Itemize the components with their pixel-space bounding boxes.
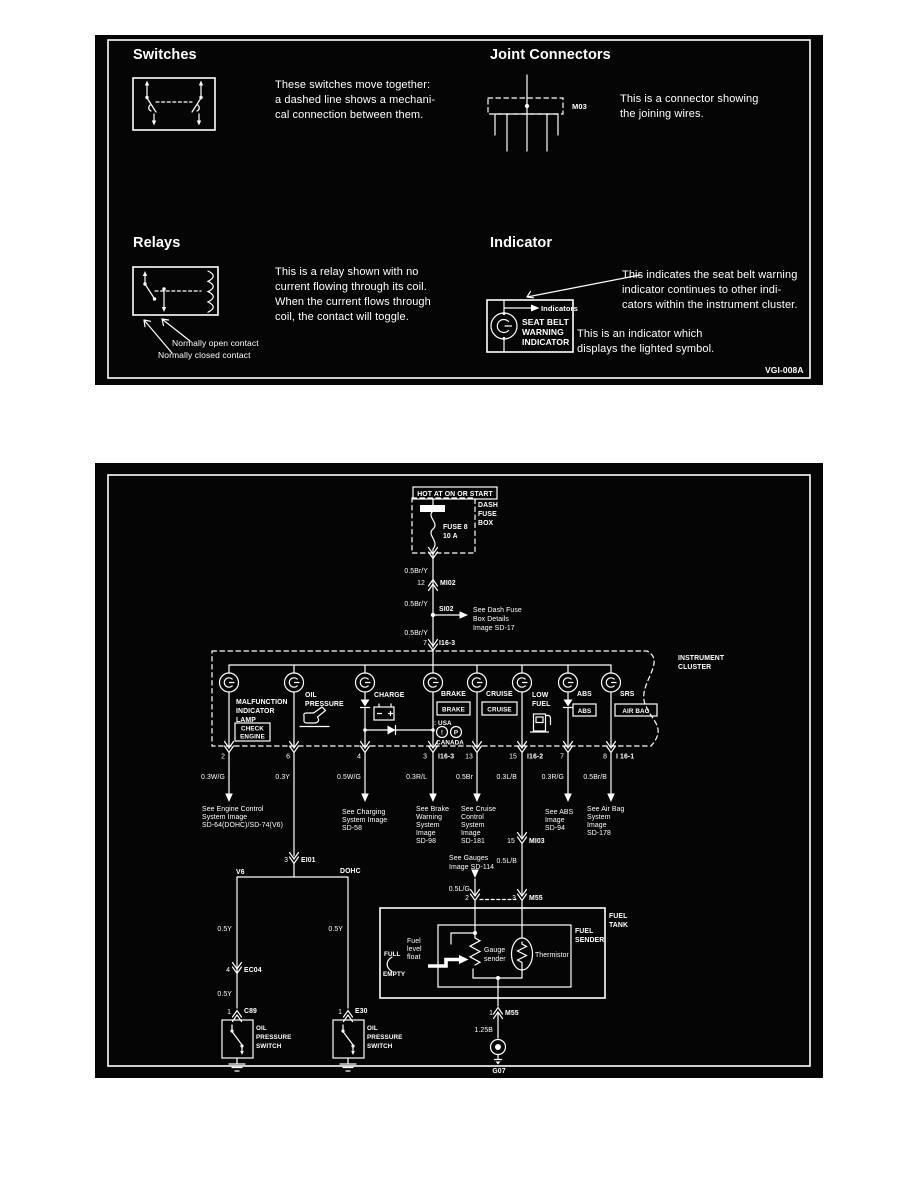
wire-color-label: 0.5L/B xyxy=(496,858,517,865)
relays-desc-line: This is a relay shown with no xyxy=(275,266,419,278)
joint-connector-symbol-icon xyxy=(488,75,563,151)
pin-number: 1 xyxy=(227,1009,231,1016)
component-label: SWITCH xyxy=(256,1043,282,1050)
connector-name: MI02 xyxy=(440,580,456,587)
fuse-box-label: DASH xyxy=(478,502,498,509)
relays-desc-line: When the current flows through xyxy=(275,296,431,308)
indicator-desc2-line: This is an indicator which xyxy=(577,328,703,340)
ref-text: Warning xyxy=(416,814,443,821)
wire-color-label: 0.5Y xyxy=(328,926,343,933)
boxed-label: ABS xyxy=(577,708,592,715)
region-label: : USA xyxy=(434,720,452,727)
wiring-diagram-panel xyxy=(95,463,823,1078)
float-label: Fuel xyxy=(407,938,421,945)
wire-color-label: 0.5L/G xyxy=(448,886,470,893)
boxed-label: AIR BAG xyxy=(622,708,650,715)
component-label: PRESSURE xyxy=(256,1034,292,1041)
connector-name: E30 xyxy=(355,1008,368,1015)
pin-number: 7 xyxy=(560,753,564,761)
connector-name: I 16-1 xyxy=(616,753,635,761)
relays-desc-line: coil, the contact will toggle. xyxy=(275,311,409,323)
ref-text: System xyxy=(461,822,485,829)
wire-color-label: 0.5Br/Y xyxy=(404,601,428,608)
engine-variant-label: V6 xyxy=(236,869,245,876)
oil-pressure-switch-symbol xyxy=(222,1020,364,1058)
brake-symbol-glyph: P xyxy=(453,729,459,737)
full-label: FULL xyxy=(384,951,401,958)
wire-color-label: 1.25B xyxy=(474,1027,493,1034)
gauge-sender-resistor-icon xyxy=(470,938,480,965)
ref-text: SD-94 xyxy=(545,825,566,832)
pin-number: 15 xyxy=(509,753,517,761)
fuse-label: FUSE 8 xyxy=(443,524,468,531)
wire-color-label: 0.3R/G xyxy=(541,774,564,781)
ref-text: See Brake xyxy=(416,806,450,813)
pin-number: 13 xyxy=(465,753,473,761)
connector-name: I16-3 xyxy=(439,640,456,647)
boxed-label: CRUISE xyxy=(487,706,512,714)
wire-color-label: 0.5Br xyxy=(456,774,473,781)
ref-text: System xyxy=(416,822,440,829)
component-label: OIL xyxy=(256,1025,267,1032)
ref-text: Image xyxy=(587,822,607,829)
ref-text: System Image xyxy=(342,817,388,824)
wire-color-label: 0.3W/G xyxy=(201,774,225,781)
fuel-tank-label: TANK xyxy=(609,922,629,929)
ref-text: Control xyxy=(461,814,484,821)
switches-desc-line: These switches move together: xyxy=(275,79,431,91)
component-label: Thermistor xyxy=(535,952,569,959)
bolt-ground-icon xyxy=(491,1040,506,1065)
hot-feed-label: HOT AT ON OR START xyxy=(417,490,493,498)
wire-color-label: 0.5Br/B xyxy=(583,774,607,781)
lamp-name: ABS xyxy=(577,691,592,698)
joint-connectors-desc-line: This is a connector showing xyxy=(620,93,759,105)
ref-text: SD-58 xyxy=(342,825,363,832)
ref-text: Image xyxy=(416,830,436,837)
indicator-lamp-icon xyxy=(220,673,621,692)
brake-symbol-glyph: ! xyxy=(440,729,444,737)
pin-number: 3 xyxy=(512,895,516,902)
component-label: sender xyxy=(484,956,506,963)
ref-text: See Engine Control xyxy=(202,806,264,813)
joint-connectors-desc-line: the joining wires. xyxy=(620,108,704,120)
connector-name: I16-3 xyxy=(438,753,455,761)
ref-text: Box Details xyxy=(473,616,509,623)
indicator-title: Indicator xyxy=(490,235,553,251)
relays-desc-line: current flowing through its coil. xyxy=(275,281,427,293)
fuel-sender-label: FUEL xyxy=(575,928,594,935)
component-label: SWITCH xyxy=(367,1043,393,1050)
connector-chevron-icon xyxy=(225,739,616,753)
ref-text: SD-181 xyxy=(461,838,485,845)
ref-text: See Dash Fuse xyxy=(473,607,522,614)
pin-number: 15 xyxy=(507,838,515,845)
pin-number: 2 xyxy=(465,895,469,902)
indicators-arrow-label: Indicators xyxy=(541,304,578,313)
ref-text: SD-64(DOHC)/SD-74(V6) xyxy=(202,822,283,829)
ground-name: G07 xyxy=(492,1068,506,1075)
lamp-name: LOW xyxy=(532,692,549,699)
region-label: : CANADA xyxy=(432,739,464,747)
pin-number: 3 xyxy=(423,753,427,761)
ref-text: System xyxy=(587,814,611,821)
ref-text: See Cruise xyxy=(461,806,497,813)
indicator-symbol-name: SEAT BELT xyxy=(522,317,569,327)
connector-chevron-icon xyxy=(233,853,353,1022)
oil-can-icon xyxy=(300,707,329,727)
pin-number: 8 xyxy=(603,753,607,761)
connector-name: C89 xyxy=(244,1008,257,1015)
indicator-symbol-name: WARNING xyxy=(522,327,564,337)
legend-panel xyxy=(95,35,823,385)
connector-name: EC04 xyxy=(244,967,262,974)
pin-number: 7 xyxy=(423,640,427,647)
lamp-name: BRAKE xyxy=(441,691,467,698)
fuse-box-label: BOX xyxy=(478,520,494,527)
relays-title: Relays xyxy=(133,235,181,251)
fuse-label: 10 A xyxy=(443,533,458,540)
ref-text: Image xyxy=(545,817,565,824)
ref-text: SD-98 xyxy=(416,838,437,845)
connector-name: I16-2 xyxy=(527,753,544,761)
switches-desc-line: cal connection between them. xyxy=(275,109,424,121)
pin-number: 12 xyxy=(417,580,425,587)
wire-color-label: 0.3L/B xyxy=(496,774,517,781)
cluster-label: CLUSTER xyxy=(678,664,712,671)
engine-variant-label: DOHC xyxy=(340,868,361,875)
pin-number: 3 xyxy=(284,857,288,864)
legend-frame xyxy=(108,40,810,378)
switch-symbol-icon xyxy=(133,78,215,130)
pin-number: 2 xyxy=(221,753,225,761)
lamp-name: LAMP xyxy=(236,717,256,724)
battery-icon xyxy=(374,704,394,720)
boxed-label: ENGINE xyxy=(240,733,265,741)
switches-title: Switches xyxy=(133,47,197,63)
wire-color-label: 0.5Y xyxy=(217,926,232,933)
pin-number: 4 xyxy=(226,967,230,974)
ref-text: Image SD-17 xyxy=(473,625,515,632)
pin-number: 4 xyxy=(357,753,361,761)
figure-code: VGI-008A xyxy=(765,365,804,375)
lamp-name: MALFUNCTION xyxy=(236,699,288,706)
float-label: level xyxy=(407,946,422,953)
joint-connectors-title: Joint Connectors xyxy=(490,47,611,63)
switches-desc-line: a dashed line shows a mechani- xyxy=(275,94,436,106)
fuel-sender-label: SENDER xyxy=(575,937,605,944)
wire-color-label: 0.3R/L xyxy=(406,774,427,781)
boxed-label: BRAKE xyxy=(442,706,465,714)
lamp-name: INDICATOR xyxy=(236,708,275,715)
boxed-label: CHECK xyxy=(241,725,264,733)
wire-color-label: 0.5Y xyxy=(217,991,232,998)
lamp-name: OIL xyxy=(305,692,317,699)
component-label: OIL xyxy=(367,1025,378,1032)
component-label: PRESSURE xyxy=(367,1034,403,1041)
ref-text: Image SD-114 xyxy=(449,864,495,871)
connector-name: EI01 xyxy=(301,857,316,864)
empty-label: EMPTY xyxy=(383,971,406,978)
ref-text: SD-178 xyxy=(587,830,611,837)
lamp-name: CHARGE xyxy=(374,692,405,699)
ref-text: See Air Bag xyxy=(587,806,625,813)
float-label: float xyxy=(407,954,421,961)
lamp-name: CRUISE xyxy=(486,691,513,698)
legend-figure xyxy=(95,35,823,385)
indicator-desc2-line: displays the lighted symbol. xyxy=(577,343,715,355)
lamp-name: SRS xyxy=(620,691,635,698)
pin-number: 6 xyxy=(286,753,290,761)
connector-name: M55 xyxy=(529,895,543,902)
ref-text: Image xyxy=(461,830,481,837)
ref-text: System Image xyxy=(202,814,248,821)
pin-number: 1 xyxy=(338,1009,342,1016)
diagram-frame xyxy=(108,475,810,1066)
connector-chevron-icon xyxy=(429,548,469,651)
wiring-diagram xyxy=(95,463,823,1078)
indicator-desc1-line: This indicates the seat belt warning xyxy=(622,269,798,281)
component-label: Gauge xyxy=(484,947,506,954)
indicator-symbol-name: INDICATOR xyxy=(522,337,570,347)
ref-text: See Gauges xyxy=(449,855,489,862)
lamp-name: FUEL xyxy=(532,701,551,708)
wire-color-label: 0.5Br/Y xyxy=(404,630,428,637)
relay-callout-open: Normally open contact xyxy=(172,338,259,348)
fuel-pump-icon xyxy=(531,714,551,732)
cluster-label: INSTRUMENT xyxy=(678,655,725,662)
relay-callout-closed: Normally closed contact xyxy=(158,350,251,360)
ref-text: See ABS xyxy=(545,809,574,816)
fuel-tank-label: FUEL xyxy=(609,913,628,920)
joint-connector-id: M03 xyxy=(572,102,587,111)
ref-text: See Charging xyxy=(342,809,386,816)
wire-color-label: 0.5Br/Y xyxy=(404,568,428,575)
wire-color-label: 0.5W/G xyxy=(337,774,361,781)
thermistor-icon xyxy=(512,938,533,970)
connector-name: MI03 xyxy=(529,838,545,845)
pin-number: 1 xyxy=(489,1010,493,1017)
wire-color-label: 0.3Y xyxy=(275,774,290,781)
indicator-desc1-line: cators within the instrument cluster. xyxy=(622,299,798,311)
lamp-name: PRESSURE xyxy=(305,701,344,708)
fuse-box-label: FUSE xyxy=(478,511,497,518)
connector-name: M55 xyxy=(505,1010,519,1017)
chassis-ground-icon xyxy=(229,1064,356,1071)
indicator-desc1-line: indicator continues to other indi- xyxy=(622,284,782,296)
splice-name: SI02 xyxy=(439,606,454,613)
